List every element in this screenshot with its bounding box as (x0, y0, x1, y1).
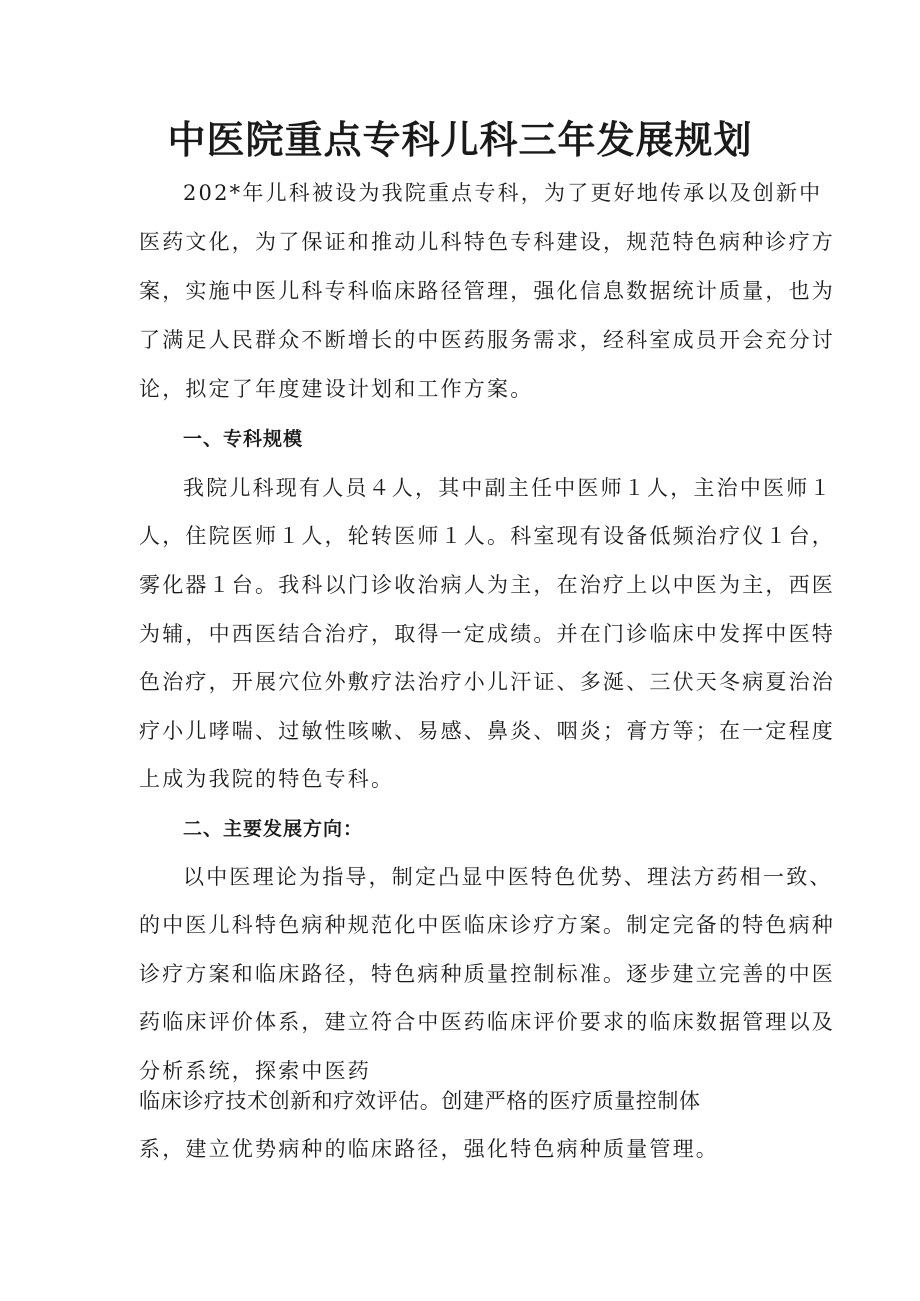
section1-line-4: 为辅，中西医结合治疗，取得一定成绩。并在门诊临床中发挥中医特 (139, 622, 835, 646)
intro-line-2: 医药文化，为了保证和推动儿科特色专科建设，规范特色病种诊疗方 (139, 230, 835, 254)
section2-heading: 二、主要发展方向： (183, 818, 364, 840)
intro-line-1: 202*年儿科被设为我院重点专科，为了更好地传承以及创新中 (183, 181, 823, 205)
section1-line-3: 雾化器１台。我科以门诊收治病人为主，在治疗上以中医为主，西医 (139, 573, 835, 597)
section2-line-5: 分析系统，探索中医药 (139, 1059, 371, 1083)
section1-line-2: 人，住院医师１人，轮转医师１人。科室现有设备低频治疗仪１台， (139, 524, 835, 548)
section2-line-2: 的中医儿科特色病种规范化中医临床诊疗方案。制定完备的特色病种 (139, 913, 835, 937)
intro-line-3: 案，实施中医儿科专科临床路径管理，强化信息数据统计质量，也为 (139, 279, 835, 303)
section2-line-6: 临床诊疗技术创新和疗效评估。创建严格的医疗质量控制体 (139, 1089, 701, 1113)
section1-line-6: 疗小儿哮喘、过敏性咳嗽、易感、鼻炎、咽炎；膏方等；在一定程度 (139, 719, 835, 743)
section1-line-5: 色治疗，开展穴位外敷疗法治疗小儿汗证、多涎、三伏天冬病夏治治 (139, 670, 835, 694)
intro-line-4: 了满足人民群众不断增长的中医药服务需求，经科室成员开会充分讨 (139, 328, 835, 352)
document-title: 中医院重点专科儿科三年发展规划 (167, 118, 753, 162)
section1-heading: 一、专科规模 (183, 428, 304, 450)
section1-line-7: 上成为我院的特色专科。 (139, 767, 395, 791)
section2-line-4: 药临床评价体系，建立符合中医药临床评价要求的临床数据管理以及 (139, 1010, 835, 1034)
section2-line-1: 以中医理论为指导，制定凸显中医特色优势、理法方药相一致、 (183, 865, 833, 889)
intro-line-5: 论，拟定了年度建设计划和工作方案。 (139, 377, 534, 401)
section1-line-1: 我院儿科现有人员４人，其中副主任中医师１人，主治中医师１ (183, 476, 833, 500)
section2-line-7: 系，建立优势病种的临床路径，强化特色病种质量管理。 (139, 1137, 719, 1161)
section2-line-3: 诊疗方案和临床路径，特色病种质量控制标准。逐步建立完善的中医 (139, 962, 835, 986)
